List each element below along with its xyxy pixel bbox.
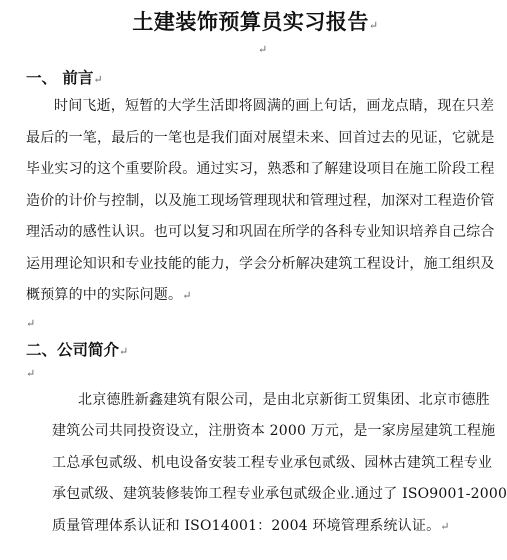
text-line: 理活动的感性认识。也可以复习和巩固在所学的各科专业知识培养自己综合 <box>26 224 495 240</box>
paragraph-mark-icon: ↵ <box>258 43 268 56</box>
blank-line <box>26 363 485 385</box>
text-line: 概预算的中的实际问题。↵ <box>26 287 192 303</box>
paragraph-mark-icon: ↵ <box>368 19 379 32</box>
section-heading-company: 二、公司简介↵ <box>26 339 129 359</box>
text-line: 建筑公司共同投资设立，注册资本 2000 万元，是一家房屋建筑工程施 <box>52 423 496 439</box>
paragraph-mark-icon: ↵ <box>26 316 36 330</box>
paragraph-mark-icon: ↵ <box>119 344 129 358</box>
document-title: 土建装饰预算员实习报告↵ <box>132 9 379 34</box>
text-line: 质量管理体系认证和 ISO14001：2004 环境管理系统认证。↵ <box>52 517 450 534</box>
text-line: 运用理论知识和专业技能的能力，学会分析解决建筑工程设计，施工组织及 <box>26 255 495 272</box>
text-line: 工总承包贰级、机电设备安装工程专业承包贰级、园林古建筑工程专业 <box>52 454 493 471</box>
paragraph-mark-icon: ↵ <box>440 519 450 533</box>
company-paragraph <box>26 385 507 543</box>
text-line: 毕业实习的这个重要阶段。通过实习，熟悉和了解建设项目在施工阶段工程 <box>26 161 495 177</box>
section-heading-preface: 一、 前言↵ <box>26 68 103 87</box>
paragraph-mark-icon: ↵ <box>26 366 36 380</box>
paragraph-mark-icon: ↵ <box>182 289 192 302</box>
preface-paragraph <box>26 91 495 312</box>
text-line: 承包贰级、建筑装修装饰工程专业承包贰级企业.通过了 ISO9001-2000 <box>52 486 507 502</box>
blank-line <box>26 36 485 64</box>
paragraph-mark-icon: ↵ <box>93 73 103 86</box>
text-line: 北京德胜新鑫建筑有限公司，是由北京新街工贸集团、北京市德胜 <box>78 391 490 408</box>
text-line: 时间飞逝，短暂的大学生活即将圆满的画上句话，画龙点睛，现在只差 <box>54 98 495 114</box>
blank-line <box>26 312 485 336</box>
text-line: 造价的计价与控制，以及施工现场管理现状和管理过程，加深对工程造价管 <box>26 192 495 209</box>
text-line: 最后的一笔，最后的一笔也是我们面对展望未来、回首过去的见证，它就是 <box>26 129 495 146</box>
